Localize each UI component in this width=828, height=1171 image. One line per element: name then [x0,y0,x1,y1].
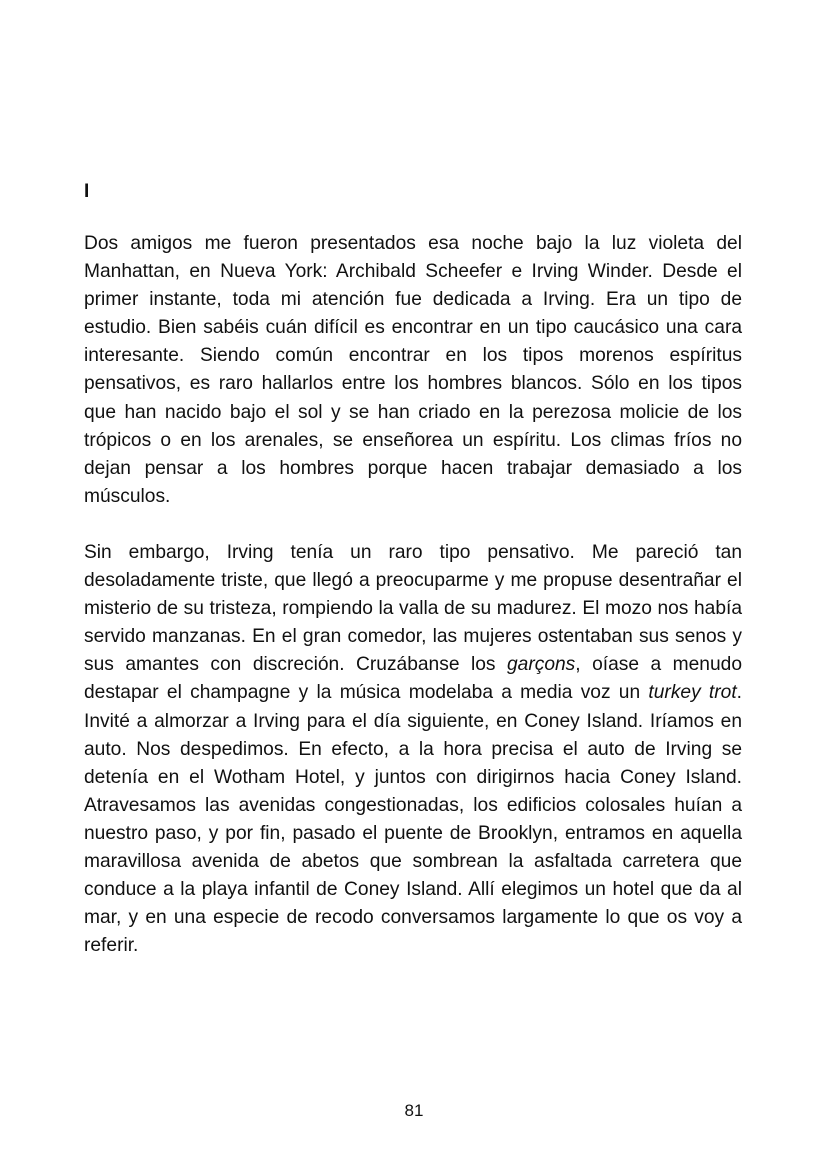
body-text [84,230,742,960]
page-content [84,178,742,960]
paragraph-1: Dos amigos me fueron presentados esa noche bajo la luz violeta del Manhattan, en Nueva York: Archibald Scheefer e Irving Winder. Desde el primer instante, toda mi atención fue dedicada a Irving. Era un tipo de estudio. Bien sabéis cuán difícil es encontrar en un tipo caucásico una cara interesante. Siendo común encontrar en los tipos morenos espíritus pensativos, es raro hallarlos entre los hombres blancos. Sólo en los tipos que han nacido bajo el sol y se han criado en la perezosa molicie de los trópicos o en los arenales, se enseñorea un espíritu. Los climas fríos no dejan pensar a los hombres porque hacen trabajar demasiado a los músculos. [84,233,742,507]
page-number-folio: 81 [404,1101,424,1120]
italic-phrase: garçons [507,654,576,676]
chapter-number-heading: I [84,181,90,202]
paragraph-2: Sin embargo, Irving tenía un raro tipo pensativo. Me pareció tan desoladamente triste, que llegó a preocuparme y me propuse desentrañar el misterio de su tristeza, rompiendo la valla de su madurez. El mozo nos había servido manzanas. En el gran comedor, las mujeres ostentaban sus senos y sus amantes con discreción. Cruzábanse los garçons, oíase a menudo destapar el champagne y la música modelaba a media voz un turkey trot. Invité a almorzar a Irving para el día siguiente, en Coney Island. Iríamos en auto. Nos despedimos. En efecto, a la hora precisa el auto de Irving se detenía en el Wotham Hotel, y juntos con dirigirnos hacia Coney Island. Atravesamos las avenidas congestionadas, los edificios colosales huían a nuestro paso, y por fin, pasado el puente de Brooklyn, entramos en aquella maravillosa avenida de abetos que sombrean la asfaltada carretera que conduce a la playa infantil de Coney Island. Allí elegimos un hotel que da al mar, y en una especie de recodo conversamos largamente lo que os voy a referir. [84,541,742,957]
italic-phrase: turkey trot [648,682,737,704]
